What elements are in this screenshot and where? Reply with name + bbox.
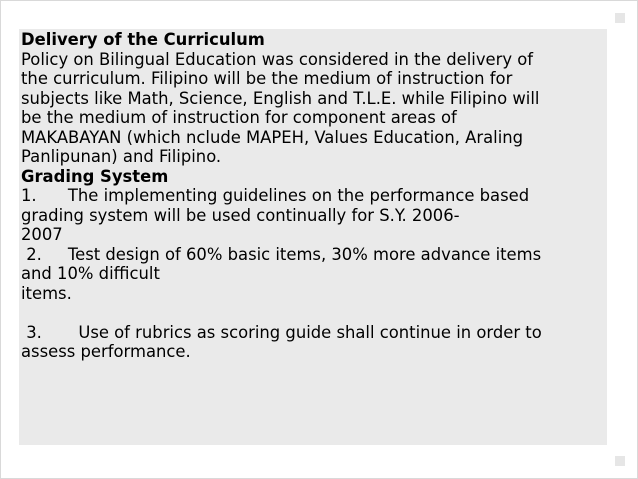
- grading-line-3: 2007: [21, 225, 63, 244]
- corner-decoration-bottom: [615, 456, 625, 466]
- grading-line-7: [21, 303, 607, 323]
- grading-line-6: items.: [21, 283, 72, 303]
- delivery-line-5: MAKABAYAN (which nclude MAPEH, Values Education, Araling: [21, 127, 524, 147]
- delivery-line-6: Panlipunan) and Filipino.: [21, 147, 222, 166]
- grading-line-5: and 10% difficult: [21, 264, 160, 283]
- corner-decoration-top: [615, 13, 625, 23]
- grading-line-4: 2. Test design of 60% basic items, 30% more advance items: [21, 244, 542, 264]
- delivery-line-3: subjects like Math, Science, English and T.L.E. while Filipino will: [21, 88, 540, 108]
- delivery-line-2: the curriculum. Filipino will be the medium of instruction for: [21, 69, 513, 88]
- content-text-box: [19, 29, 607, 445]
- delivery-line-1: Policy on Bilingual Education was considered in the delivery of: [21, 49, 534, 69]
- delivery-line-4: be the medium of instruction for component areas of: [21, 108, 457, 127]
- section-heading-grading: Grading System: [21, 166, 169, 186]
- grading-line-1: 1. The implementing guidelines on the performance based: [21, 186, 530, 205]
- section-heading-delivery: Delivery of the Curriculum: [21, 30, 265, 49]
- grading-line-9: assess performance.: [21, 342, 191, 361]
- grading-line-8: 3. Use of rubrics as scoring guide shall continue in order to: [21, 322, 542, 342]
- grading-line-2: grading system will be used continually for S.Y. 2006-: [21, 205, 460, 225]
